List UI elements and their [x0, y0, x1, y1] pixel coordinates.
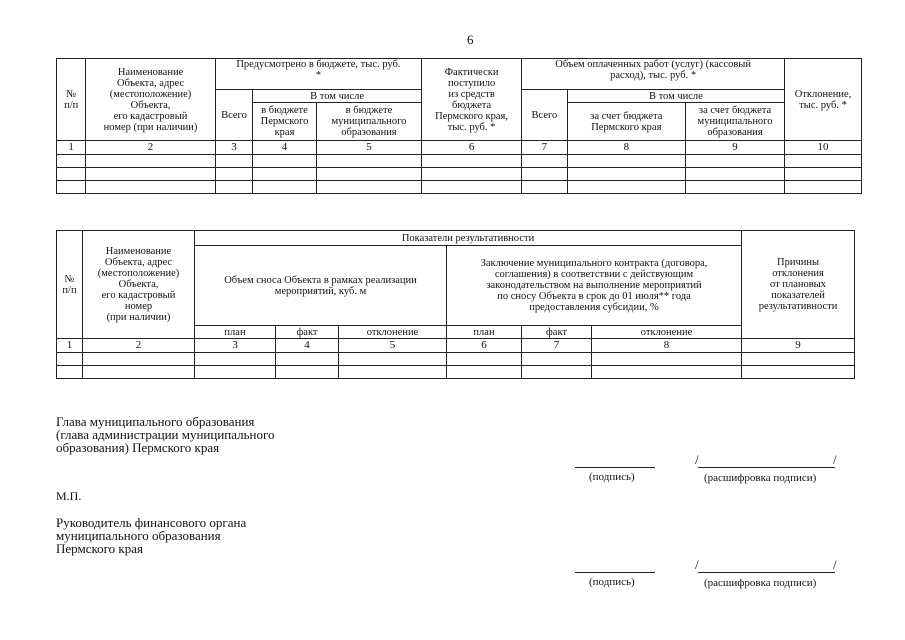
- t2-col-number: 4: [276, 339, 339, 353]
- budget-table: [56, 58, 862, 194]
- t1-header-num: № п/п: [57, 59, 86, 141]
- table-cell: [522, 155, 568, 168]
- t1-header-paid: Объем оплаченных работ (услуг) (кассовый расход), тыс. руб. *: [522, 59, 785, 90]
- table-cell: [522, 181, 568, 194]
- t1-header-total: Всего: [215, 90, 252, 141]
- slash-right: /: [833, 557, 837, 572]
- t2-header-reasons: Причины отклонения от плановых показателей результативности: [742, 231, 855, 339]
- performance-table: [56, 230, 855, 379]
- table-cell: [422, 155, 522, 168]
- table-cell: [447, 366, 522, 379]
- t2-header-indicators: Показатели результативности: [195, 231, 742, 246]
- table-cell: [785, 181, 862, 194]
- t1-header-including: В том числе: [253, 90, 422, 103]
- t2-col-number: 8: [592, 339, 742, 353]
- table-cell: [316, 168, 421, 181]
- table-cell: [422, 181, 522, 194]
- t2-header-deviation: отклонение: [339, 326, 447, 339]
- table-cell: [253, 155, 317, 168]
- t2-col-number: 1: [57, 339, 83, 353]
- table-cell: [86, 181, 215, 194]
- t1-number-row: [57, 141, 862, 155]
- t1-empty-row: [57, 168, 862, 181]
- t1-header-paid-total: Всего: [522, 90, 568, 141]
- table-cell: [83, 353, 195, 366]
- table-cell: [785, 155, 862, 168]
- t2-empty-row: [57, 353, 855, 366]
- table-cell: [86, 168, 215, 181]
- table-cell: [685, 181, 784, 194]
- signature-line: [575, 572, 655, 573]
- head-title: Глава муниципального образования (глава администрации муниципального образования) Пермского края: [56, 414, 275, 455]
- t2-col-number: 9: [742, 339, 855, 353]
- slash-left: /: [695, 452, 699, 467]
- decode-line: [698, 467, 835, 468]
- decode-caption: (расшифровка подписи): [704, 577, 817, 589]
- signature-line: [575, 467, 655, 468]
- table-cell: [422, 168, 522, 181]
- table-cell: [215, 181, 252, 194]
- t1-header-perm-budget: в бюджете Пермского края: [253, 103, 317, 141]
- t2-header-num: № п/п: [57, 231, 83, 339]
- table-cell: [567, 168, 685, 181]
- table-cell: [522, 353, 592, 366]
- table-cell: [742, 366, 855, 379]
- finance-title: Руководитель финансового органа муниципального образования Пермского края: [56, 515, 247, 556]
- table-cell: [567, 181, 685, 194]
- t2-header-name: Наименование Объекта, адрес (местоположение) Объекта, его кадастровый номер (при наличии): [83, 231, 195, 339]
- signature-caption: (подпись): [589, 471, 635, 483]
- t1-col-number: 3: [215, 141, 252, 155]
- t2-header-fact: факт: [522, 326, 592, 339]
- t2-header-plan: план: [447, 326, 522, 339]
- table-cell: [195, 366, 276, 379]
- t2-col-number: 2: [83, 339, 195, 353]
- table-cell: [316, 155, 421, 168]
- table-cell: [57, 353, 83, 366]
- stamp-label: М.П.: [56, 489, 82, 503]
- table-cell: [276, 353, 339, 366]
- table-cell: [215, 168, 252, 181]
- signature-caption: (подпись): [589, 576, 635, 588]
- table-cell: [276, 366, 339, 379]
- t2-header-plan: план: [195, 326, 276, 339]
- t1-header-municipal-budget: в бюджете муниципального образования: [316, 103, 421, 141]
- t2-col-number: 3: [195, 339, 276, 353]
- table-cell: [57, 168, 86, 181]
- table-cell: [253, 168, 317, 181]
- t1-col-number: 9: [685, 141, 784, 155]
- t2-col-number: 5: [339, 339, 447, 353]
- table-cell: [215, 155, 252, 168]
- table-cell: [447, 353, 522, 366]
- table-cell: [86, 155, 215, 168]
- table-cell: [522, 366, 592, 379]
- slash-left: /: [695, 557, 699, 572]
- table-cell: [83, 366, 195, 379]
- table-cell: [742, 353, 855, 366]
- table-cell: [57, 155, 86, 168]
- page-number: 6: [467, 32, 474, 47]
- t2-col-number: 6: [447, 339, 522, 353]
- t2-header-deviation: отклонение: [592, 326, 742, 339]
- t2-header-demolition-volume: Объем сноса Объекта в рамках реализации мероприятий, куб. м: [195, 246, 447, 326]
- table-cell: [592, 353, 742, 366]
- t2-header-contract: Заключение муниципального контракта (договора, соглашения) в соответствии с действующим законодательством на выполнение мероприятий по сносу Объекта в срок до 01 июля** года предоставления субсидии, %: [447, 246, 742, 326]
- decode-line: [698, 572, 835, 573]
- t1-header-budget: Предусмотрено в бюджете, тыс. руб. *: [215, 59, 421, 90]
- t2-header-fact: факт: [276, 326, 339, 339]
- table-cell: [685, 168, 784, 181]
- t1-header-paid-perm: за счет бюджета Пермского края: [567, 103, 685, 141]
- table-cell: [592, 366, 742, 379]
- t1-header-paid-including: В том числе: [567, 90, 784, 103]
- table-cell: [567, 155, 685, 168]
- t1-header-actual-received: Фактически поступило из средств бюджета Пермского края, тыс. руб. *: [422, 59, 522, 141]
- table-cell: [685, 155, 784, 168]
- table-cell: [195, 353, 276, 366]
- t1-empty-row: [57, 181, 862, 194]
- table-cell: [57, 366, 83, 379]
- t1-col-number: 8: [567, 141, 685, 155]
- t1-empty-row: [57, 155, 862, 168]
- decode-caption: (расшифровка подписи): [704, 472, 817, 484]
- table-cell: [339, 366, 447, 379]
- t1-header-paid-municipal: за счет бюджета муниципального образования: [685, 103, 784, 141]
- t1-col-number: 5: [316, 141, 421, 155]
- t1-col-number: 10: [785, 141, 862, 155]
- t1-col-number: 2: [86, 141, 215, 155]
- slash-right: /: [833, 452, 837, 467]
- t1-header-name: Наименование Объекта, адрес (местоположение) Объекта, его кадастровый номер (при наличии): [86, 59, 215, 141]
- t1-header-deviation: Отклонение, тыс. руб. *: [785, 59, 862, 141]
- t1-col-number: 4: [253, 141, 317, 155]
- table-cell: [253, 181, 317, 194]
- t2-number-row: [57, 339, 855, 353]
- t1-col-number: 7: [522, 141, 568, 155]
- t1-col-number: 6: [422, 141, 522, 155]
- t2-col-number: 7: [522, 339, 592, 353]
- table-cell: [785, 168, 862, 181]
- table-cell: [57, 181, 86, 194]
- table-cell: [522, 168, 568, 181]
- t1-col-number: 1: [57, 141, 86, 155]
- t2-empty-row: [57, 366, 855, 379]
- table-cell: [339, 353, 447, 366]
- table-cell: [316, 181, 421, 194]
